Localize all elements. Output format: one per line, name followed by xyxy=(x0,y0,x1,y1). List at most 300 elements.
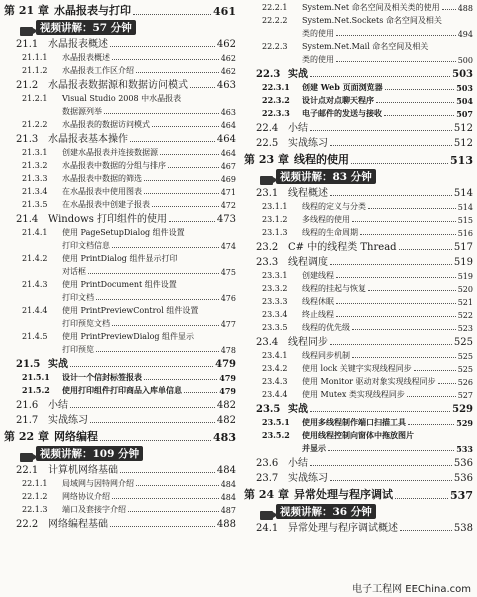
toc-entry-number: 21.5 xyxy=(16,359,41,370)
toc-entry-text: 水晶报表概述 xyxy=(48,39,108,50)
toc-entry-section[interactable] xyxy=(244,119,473,134)
toc-entry-number: 23.2 xyxy=(256,242,279,253)
toc-entry-number: 22.3.2 xyxy=(262,95,290,105)
toc-page-number: 484 xyxy=(220,480,236,489)
toc-entry-title xyxy=(244,15,442,26)
toc-entry-sub[interactable] xyxy=(244,428,473,441)
toc-entry-text: 线程的优先级 xyxy=(302,323,350,332)
toc-entry-text: Visual Studio 2008 中水晶报表 xyxy=(62,94,182,103)
toc-entry-number: 22.1 xyxy=(16,465,39,476)
toc-entry-number: 23.3 xyxy=(256,257,279,268)
toc-entry-section[interactable] xyxy=(244,253,473,268)
dot-leader xyxy=(310,465,452,466)
toc-entry-number: 23.6 xyxy=(256,458,279,469)
toc-entry-sub[interactable] xyxy=(4,476,236,489)
toc-entry-sub[interactable] xyxy=(244,199,473,212)
toc-entry-sub[interactable] xyxy=(4,383,236,396)
toc-entry-text: 使用 Monitor 驱动对象实现线程同步 xyxy=(302,377,436,386)
dot-leader xyxy=(133,14,211,15)
toc-entry-text: 小结 xyxy=(288,458,308,469)
dot-leader xyxy=(330,145,452,146)
toc-page-number: 529 xyxy=(452,404,473,415)
toc-entry-title xyxy=(244,95,374,106)
toc-entry-sub[interactable] xyxy=(4,158,236,171)
toc-entry-title xyxy=(4,491,110,502)
toc-entry-title xyxy=(244,333,328,348)
toc-entry-sub[interactable] xyxy=(244,320,473,333)
toc-page-number: 471 xyxy=(220,188,236,197)
dot-leader xyxy=(352,329,456,330)
toc-entry-number: 21.4.5 xyxy=(22,332,48,341)
toc-entry-number: 21.4.1 xyxy=(22,228,48,237)
dot-leader xyxy=(160,154,219,155)
dot-leader xyxy=(144,379,217,380)
toc-entry-title xyxy=(244,270,334,281)
toc-entry-sub[interactable] xyxy=(244,13,473,26)
toc-entry-sub[interactable] xyxy=(244,294,473,307)
toc-entry-title xyxy=(62,266,86,277)
toc-page-number: 464 xyxy=(220,121,236,130)
toc-entry-number: 第 24 章 xyxy=(244,488,289,501)
toc-entry-number: 21.5.2 xyxy=(22,385,50,395)
video-banner xyxy=(244,502,473,519)
toc-entry-sub[interactable] xyxy=(244,268,473,281)
toc-entry-text: 并显示 xyxy=(302,443,326,453)
toc-entry-text: 线程的挂起与恢复 xyxy=(302,284,366,293)
dot-leader xyxy=(100,440,211,441)
toc-entry-number: 22.4 xyxy=(256,123,279,134)
toc-entry-text: 水晶报表工作区介绍 xyxy=(62,66,134,75)
toc-entry-title xyxy=(4,515,108,530)
dot-leader xyxy=(351,163,448,164)
toc-entry-title xyxy=(4,173,142,184)
toc-entry-chapter[interactable] xyxy=(244,484,473,502)
site-watermark: 电子工程网 EEChina.com xyxy=(352,584,471,595)
dot-leader xyxy=(130,141,215,142)
toc-entry-sub[interactable] xyxy=(244,212,473,225)
toc-entry-title xyxy=(4,147,158,158)
toc-entry-title xyxy=(244,322,350,333)
toc-entry-sub[interactable] xyxy=(4,303,236,316)
toc-entry-number: 23.5.1 xyxy=(262,417,290,427)
toc-entry-sub[interactable] xyxy=(4,91,236,104)
toc-entry-section[interactable] xyxy=(244,238,473,253)
toc-entry-sub[interactable] xyxy=(4,50,236,63)
toc-page-number: 478 xyxy=(220,346,236,355)
toc-entry-number: 21.3.2 xyxy=(22,161,48,170)
toc-entry-section[interactable] xyxy=(4,411,236,426)
toc-page-number: 473 xyxy=(216,214,236,225)
toc-page-number: 477 xyxy=(220,320,236,329)
toc-entry-number: 21.4 xyxy=(16,214,39,225)
toc-entry-number: 23.7 xyxy=(256,473,279,484)
toc-entry-title xyxy=(4,93,181,104)
toc-entry-number: 22.2.3 xyxy=(262,42,288,51)
toc-entry-text: 数据源列举 xyxy=(62,107,102,116)
toc-page-number: 463 xyxy=(220,108,236,117)
toc-entry-text: 设计一个信封标签报表 xyxy=(62,372,142,382)
toc-entry-section[interactable] xyxy=(244,454,473,469)
toc-entry-number: 21.7 xyxy=(16,415,39,426)
toc-entry-number: 22.1.3 xyxy=(22,505,48,514)
video-duration: 视频讲解：36 分钟 xyxy=(276,504,376,519)
toc-entry-number: 21.4.4 xyxy=(22,306,48,315)
toc-entry-title xyxy=(4,385,182,396)
toc-entry-number: 21.3 xyxy=(16,134,39,145)
toc-entry-number: 22.1.1 xyxy=(22,479,48,488)
toc-page-number: 483 xyxy=(213,431,236,444)
toc-entry-title xyxy=(4,279,177,290)
toc-entry-section[interactable] xyxy=(244,134,473,149)
toc-entry-number: 第 23 章 xyxy=(244,153,289,166)
toc-entry-cont[interactable] xyxy=(4,264,236,277)
toc-entry-sub[interactable] xyxy=(244,374,473,387)
toc-entry-sub[interactable] xyxy=(244,387,473,400)
toc-entry-text: System.Net.Mail 命名空间及相关 xyxy=(302,42,429,51)
toc-entry-sub[interactable] xyxy=(244,307,473,320)
toc-entry-text: 在水晶报表中使用图表 xyxy=(62,187,142,196)
toc-page-number: 479 xyxy=(219,386,236,396)
toc-page-number: 512 xyxy=(453,138,473,149)
toc-page-number: 484 xyxy=(216,465,236,476)
dot-leader xyxy=(96,351,219,352)
toc-entry-number: 23.1.2 xyxy=(262,215,288,224)
toc-entry-title xyxy=(244,82,383,93)
toc-page-number: 537 xyxy=(450,489,473,502)
toc-page-number: 526 xyxy=(457,378,473,387)
toc-entry-title xyxy=(4,461,118,476)
toc-entry-section[interactable] xyxy=(244,400,473,415)
toc-entry-section[interactable] xyxy=(244,333,473,348)
toc-entry-title xyxy=(62,106,102,117)
toc-entry-number: 22.2 xyxy=(16,519,39,530)
toc-entry-text: 端口及套接字介绍 xyxy=(62,505,126,514)
toc-entry-text: 实战 xyxy=(288,69,308,80)
toc-entry-title xyxy=(62,318,110,329)
toc-page-number: 488 xyxy=(216,519,236,530)
toc-entry-title xyxy=(244,41,428,52)
toc-page-number: 474 xyxy=(220,242,236,251)
toc-entry-number: 23.4.1 xyxy=(262,351,288,360)
dot-leader xyxy=(352,357,456,358)
toc-page-number: 522 xyxy=(457,311,473,320)
dot-leader xyxy=(368,208,456,209)
toc-entry-section[interactable] xyxy=(4,76,236,91)
toc-entry-text: 使用 Mutex 类实现线程同步 xyxy=(302,390,405,399)
toc-page-number: 527 xyxy=(457,391,473,400)
toc-entry-title xyxy=(4,35,108,50)
toc-entry-number: 23.1 xyxy=(256,188,279,199)
toc-page-number: 507 xyxy=(456,109,473,119)
video-duration: 视频讲解：109 分钟 xyxy=(36,446,143,461)
toc-entry-section[interactable] xyxy=(244,469,473,484)
toc-entry-title xyxy=(4,227,185,238)
toc-entry-title xyxy=(244,350,350,361)
dot-leader xyxy=(128,511,219,512)
toc-entry-section[interactable] xyxy=(4,355,236,370)
toc-entry-sub[interactable] xyxy=(244,39,473,52)
toc-page-number: 461 xyxy=(213,5,236,18)
toc-page-number: 467 xyxy=(220,162,236,171)
dot-leader xyxy=(112,498,219,499)
toc-entry-number: 22.3 xyxy=(256,69,281,80)
toc-page-number: 504 xyxy=(456,96,473,106)
toc-entry-text: 线程的使用 xyxy=(294,153,349,166)
toc-entry-text: 设计点对点聊天程序 xyxy=(302,95,374,105)
toc-page-number: 514 xyxy=(457,203,473,212)
toc-page-number: 488 xyxy=(457,4,473,13)
toc-entry-sub[interactable] xyxy=(244,361,473,374)
toc-entry-text: 实战 xyxy=(48,359,68,370)
toc-entry-title xyxy=(4,160,166,171)
video-duration: 视频讲解：83 分钟 xyxy=(276,169,376,184)
toc-entry-title xyxy=(4,76,188,91)
toc-entry-sub[interactable] xyxy=(4,502,236,515)
dot-leader xyxy=(184,392,217,393)
toc-page-number: 500 xyxy=(457,56,473,65)
toc-entry-text: 使用 PrintDialog 组件显示打印 xyxy=(62,254,178,263)
toc-entry-number: 23.3.3 xyxy=(262,297,288,306)
dot-leader xyxy=(385,89,455,90)
toc-page-number: 472 xyxy=(220,201,236,210)
toc-entry-sub[interactable] xyxy=(244,93,473,106)
dot-leader xyxy=(336,61,456,62)
toc-entry-text: 使用多线程制作端口扫描工具 xyxy=(302,417,406,427)
toc-entry-section[interactable] xyxy=(244,184,473,199)
toc-page-number: 520 xyxy=(457,285,473,294)
toc-page-number: 538 xyxy=(453,523,473,534)
toc-entry-title xyxy=(244,309,334,320)
toc-entry-sub[interactable] xyxy=(244,348,473,361)
toc-entry-title xyxy=(62,240,110,251)
toc-entry-cont[interactable] xyxy=(244,26,473,39)
dot-leader xyxy=(407,396,456,397)
toc-entry-cont[interactable] xyxy=(244,52,473,65)
dot-leader xyxy=(96,299,219,300)
toc-entry-title xyxy=(4,428,98,444)
toc-entry-section[interactable] xyxy=(4,515,236,530)
toc-entry-text: 使用线程控制向窗体中拖放图片 xyxy=(302,430,414,440)
toc-entry-chapter[interactable] xyxy=(4,0,236,18)
toc-entry-sub[interactable] xyxy=(4,63,236,76)
toc-entry-title xyxy=(244,238,397,253)
toc-entry-sub[interactable] xyxy=(244,225,473,238)
toc-entry-title xyxy=(62,344,94,355)
toc-page-number: 513 xyxy=(450,154,473,167)
toc-page-number: 512 xyxy=(453,123,473,134)
toc-entry-number: 21.3.1 xyxy=(22,148,48,157)
dot-leader xyxy=(310,76,450,77)
toc-entry-title xyxy=(62,292,94,303)
toc-entry-cont[interactable] xyxy=(4,290,236,303)
toc-entry-section[interactable] xyxy=(4,35,236,50)
toc-page-number: 482 xyxy=(216,400,236,411)
toc-entry-text: 线程调度 xyxy=(288,257,328,268)
toc-entry-number: 21.1.1 xyxy=(22,53,48,62)
toc-entry-title xyxy=(4,478,134,489)
toc-entry-title xyxy=(244,184,328,199)
toc-entry-number: 21.3.3 xyxy=(22,174,48,183)
toc-entry-sub[interactable] xyxy=(4,489,236,502)
toc-entry-text: 实战练习 xyxy=(288,473,328,484)
toc-entry-text: 使用打印组件打印商品入库单信息 xyxy=(62,385,182,395)
toc-entry-cont[interactable] xyxy=(4,104,236,117)
toc-entry-number: 23.4.2 xyxy=(262,364,288,373)
toc-entry-number: 21.1.2 xyxy=(22,66,48,75)
toc-entry-text: 水晶报表的数据访问模式 xyxy=(62,120,150,129)
dot-leader xyxy=(136,485,219,486)
toc-entry-text: 局域网与因特网介绍 xyxy=(62,479,134,488)
toc-page-number: 479 xyxy=(215,359,236,370)
toc-page-number: 464 xyxy=(220,149,236,158)
dot-leader xyxy=(399,249,452,250)
toc-page-number: 469 xyxy=(220,175,236,184)
toc-entry-text: System.Net.Sockets 命名空间及相关 xyxy=(302,16,442,25)
toc-page-number: 479 xyxy=(219,373,236,383)
toc-entry-sub[interactable] xyxy=(4,117,236,130)
dot-leader xyxy=(376,102,454,103)
toc-page-number: 525 xyxy=(457,365,473,374)
toc-entry-text: 创建水晶报表并连接数据源 xyxy=(62,148,158,157)
toc-entry-title xyxy=(4,52,110,63)
toc-entry-sub[interactable] xyxy=(244,0,473,13)
toc-entry-text: 网络编程 xyxy=(54,430,98,443)
toc-entry-text: 线程同步 xyxy=(288,337,328,348)
toc-entry-text: 异常处理与程序调试 xyxy=(294,488,393,501)
toc-entry-text: 使用 PrintPreviewControl 组件设置 xyxy=(62,306,199,315)
toc-entry-sub[interactable] xyxy=(4,225,236,238)
toc-entry-text: 创建 Web 页面浏览器 xyxy=(302,82,383,92)
toc-entry-sub[interactable] xyxy=(4,145,236,158)
toc-page-number: 462 xyxy=(220,54,236,63)
toc-entry-number: 21.1 xyxy=(16,39,39,50)
toc-entry-sub[interactable] xyxy=(4,171,236,184)
toc-entry-sub[interactable] xyxy=(4,277,236,290)
toc-entry-title xyxy=(244,417,406,428)
toc-entry-sub[interactable] xyxy=(4,197,236,210)
toc-entry-chapter[interactable] xyxy=(4,426,236,444)
toc-entry-number: 22.2.1 xyxy=(262,3,288,12)
toc-entry-cont[interactable] xyxy=(4,342,236,355)
toc-page-number: 516 xyxy=(457,229,473,238)
toc-entry-cont[interactable] xyxy=(4,238,236,251)
toc-entry-title xyxy=(4,331,194,342)
toc-page-number: 494 xyxy=(457,30,473,39)
toc-entry-title xyxy=(244,519,398,534)
toc-entry-number: 21.6 xyxy=(16,400,39,411)
dot-leader xyxy=(110,526,215,527)
toc-entry-text: 使用 PageSetupDialog 组件设置 xyxy=(62,228,185,237)
toc-entry-number: 23.3.5 xyxy=(262,323,288,332)
video-banner xyxy=(4,18,236,35)
toc-entry-title xyxy=(302,28,334,39)
toc-page-number: 525 xyxy=(457,352,473,361)
toc-entry-cont[interactable] xyxy=(4,316,236,329)
dot-leader xyxy=(90,422,215,423)
toc-entry-section[interactable] xyxy=(4,130,236,145)
toc-entry-number: 24.1 xyxy=(256,523,279,534)
toc-entry-number: 第 22 章 xyxy=(4,430,49,443)
toc-entry-title xyxy=(4,504,126,515)
toc-entry-cont[interactable] xyxy=(244,441,473,454)
toc-left-column xyxy=(4,0,236,530)
toc-entry-sub[interactable] xyxy=(4,329,236,342)
toc-page-number: 519 xyxy=(453,257,473,268)
toc-entry-title xyxy=(4,65,134,76)
toc-entry-sub[interactable] xyxy=(244,106,473,119)
toc-entry-chapter[interactable] xyxy=(244,149,473,167)
toc-entry-number: 21.3.5 xyxy=(22,200,48,209)
toc-entry-section[interactable] xyxy=(244,519,473,534)
toc-entry-sub[interactable] xyxy=(244,415,473,428)
toc-entry-number: 21.4.3 xyxy=(22,280,48,289)
toc-entry-text: 多线程的使用 xyxy=(302,215,350,224)
toc-page-number: 503 xyxy=(452,69,473,80)
toc-entry-sub[interactable] xyxy=(4,370,236,383)
toc-entry-title xyxy=(4,253,177,264)
toc-page-number: 519 xyxy=(457,272,473,281)
toc-entry-title xyxy=(244,389,405,400)
toc-entry-title xyxy=(244,151,349,167)
toc-entry-number: 23.5.2 xyxy=(262,430,290,440)
toc-entry-title xyxy=(4,210,167,225)
toc-entry-title xyxy=(244,65,308,80)
toc-entry-text: 打印预览文档 xyxy=(62,319,110,328)
toc-entry-title xyxy=(244,430,414,441)
toc-entry-section[interactable] xyxy=(4,210,236,225)
toc-entry-text: 计算机网络基础 xyxy=(48,465,118,476)
toc-entry-number: 22.1.2 xyxy=(22,492,48,501)
toc-entry-text: 对话框 xyxy=(62,267,86,276)
toc-entry-title xyxy=(4,2,131,18)
toc-entry-section[interactable] xyxy=(4,396,236,411)
dot-leader xyxy=(330,480,452,481)
toc-entry-text: 类的使用 xyxy=(302,55,334,64)
toc-page-number: 514 xyxy=(453,188,473,199)
toc-entry-number: 22.3.3 xyxy=(262,108,290,118)
toc-entry-sub[interactable] xyxy=(4,251,236,264)
toc-entry-title xyxy=(244,214,350,225)
toc-entry-title xyxy=(244,469,328,484)
dot-leader xyxy=(136,72,219,73)
dot-leader xyxy=(144,180,219,181)
toc-entry-number: 23.4.3 xyxy=(262,377,288,386)
dot-leader xyxy=(330,264,452,265)
toc-entry-title xyxy=(4,372,142,383)
toc-entry-text: 线程概述 xyxy=(288,188,328,199)
toc-entry-number: 23.5 xyxy=(256,404,281,415)
toc-entry-section[interactable] xyxy=(4,461,236,476)
toc-entry-text: 线程的定义与分类 xyxy=(302,202,366,211)
toc-entry-section[interactable] xyxy=(244,65,473,80)
dot-leader xyxy=(310,130,452,131)
toc-entry-text: 水晶报表与打印 xyxy=(54,4,131,17)
toc-entry-title xyxy=(244,283,366,294)
toc-entry-number: 23.4 xyxy=(256,337,279,348)
toc-entry-title xyxy=(244,134,328,149)
toc-entry-title xyxy=(244,2,440,13)
toc-entry-sub[interactable] xyxy=(244,80,473,93)
toc-entry-sub[interactable] xyxy=(244,281,473,294)
toc-page-number: 529 xyxy=(456,418,473,428)
toc-page-number: 487 xyxy=(220,506,236,515)
toc-entry-text: 使用 PrintDocument 组件设置 xyxy=(62,280,177,289)
toc-page-number: 533 xyxy=(456,444,473,454)
toc-page-number: 536 xyxy=(453,458,473,469)
dot-leader xyxy=(88,273,219,274)
toc-entry-sub[interactable] xyxy=(4,184,236,197)
dot-leader xyxy=(384,115,454,116)
